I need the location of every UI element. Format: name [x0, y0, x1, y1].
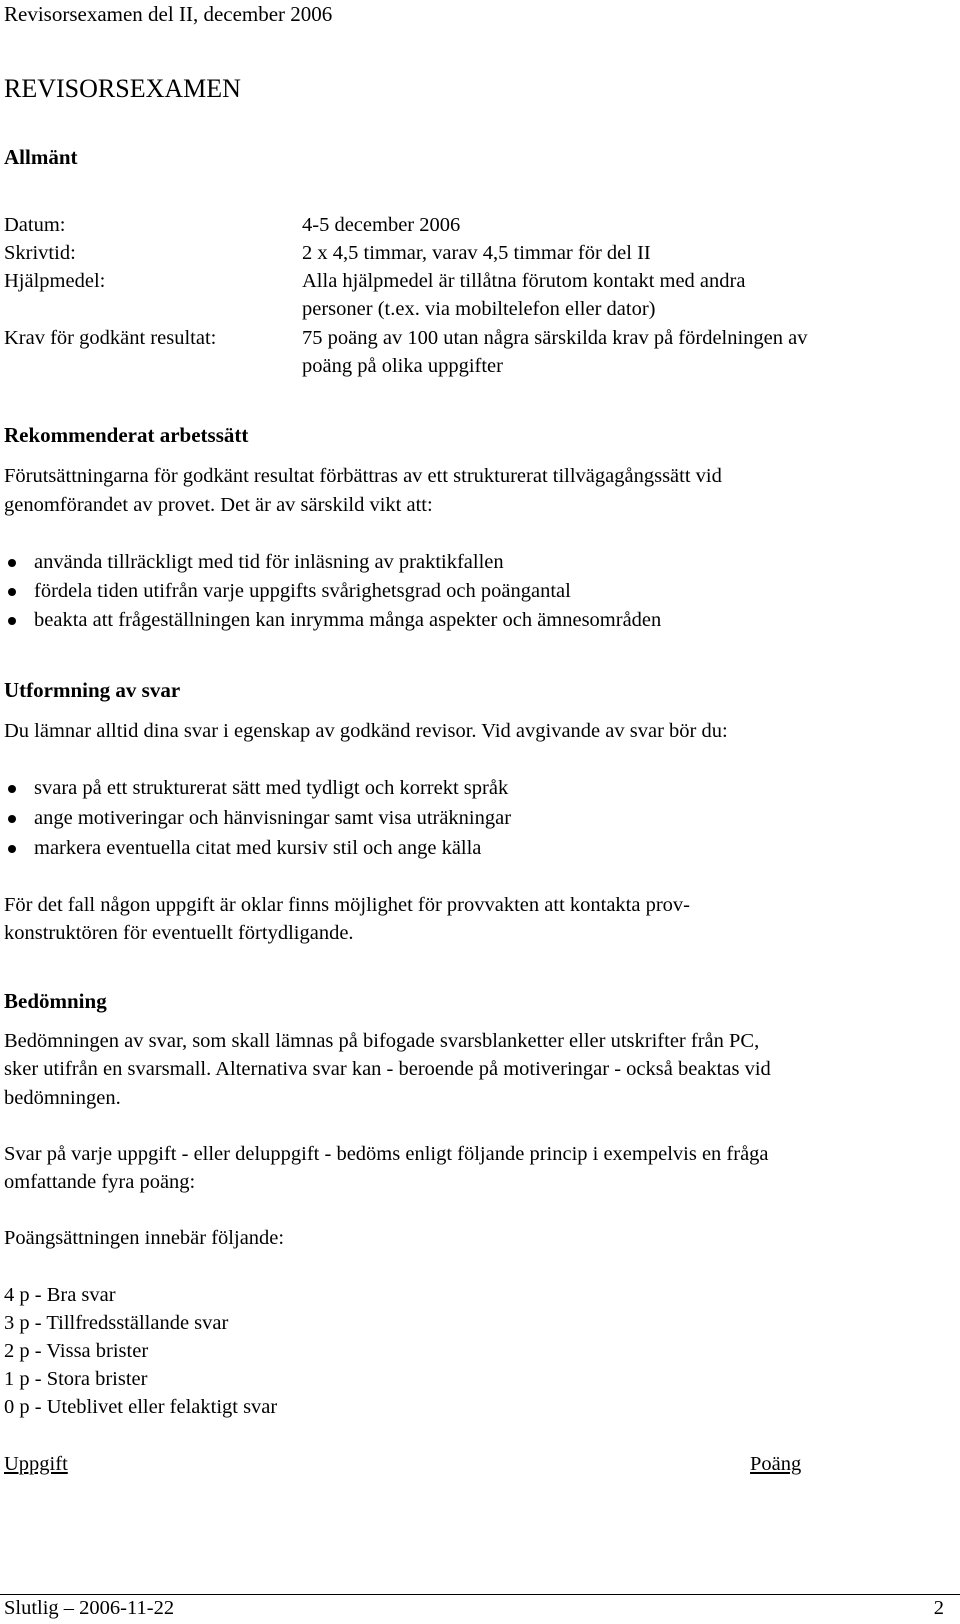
list-item	[4, 608, 904, 634]
running-header: Revisorsexamen del II, december 2006	[4, 2, 333, 26]
bedomning-para2-line-2: omfattande fyra poäng:	[4, 1171, 196, 1193]
list-item	[4, 776, 904, 802]
bullet-icon	[8, 559, 16, 567]
list-item-text: svara på ett strukturerat sätt med tydligt och korrekt språk	[34, 777, 509, 799]
scale-item: 4 p - Bra svar	[4, 1284, 116, 1306]
list-item-text: ange motiveringar och hänvisningar samt visa uträkningar	[34, 807, 512, 829]
info-value-datum: 4-5 december 2006	[302, 214, 461, 236]
utformning-closing-line-2: konstruktören för eventuellt förtydligande.	[4, 922, 354, 944]
bullet-icon	[8, 845, 16, 853]
utformning-closing-line-1: För det fall någon uppgift är oklar finns möjlighet för provvakten att kontakta prov-	[4, 894, 691, 916]
bedomning-para1-line-3: bedömningen.	[4, 1087, 121, 1109]
bullet-icon	[8, 785, 16, 793]
table-header-points: Poäng	[750, 1453, 802, 1475]
bullet-icon	[8, 617, 16, 625]
info-value-hjalpmedel-line-1: Alla hjälpmedel är tillåtna förutom kontakt med andra	[302, 270, 746, 292]
scale-item: 0 p - Uteblivet eller felaktigt svar	[4, 1396, 278, 1418]
utformning-intro: Du lämnar alltid dina svar i egenskap av godkänd revisor. Vid avgivande av svar bör du:	[4, 720, 728, 742]
info-label-krav: Krav för godkänt resultat:	[4, 327, 217, 349]
scale-item: 3 p - Tillfredsställande svar	[4, 1312, 229, 1334]
scale-item: 1 p - Stora brister	[4, 1368, 148, 1390]
info-value-krav-line-2: poäng på olika uppgifter	[302, 355, 503, 377]
heading-arbetssatt: Rekommenderat arbetssätt	[4, 423, 249, 447]
footer-version: Slutlig – 2006-11-22	[4, 1597, 175, 1619]
scale-intro: Poängsättningen innebär följande:	[4, 1227, 285, 1249]
table-header-task: Uppgift	[4, 1453, 68, 1475]
list-item	[4, 550, 904, 576]
list-item-text: fördela tiden utifrån varje uppgifts svårighetsgrad och poängantal	[34, 580, 571, 602]
bedomning-para1-line-1: Bedömningen av svar, som skall lämnas på bifogade svarsblanketter eller utskrifter från PC,	[4, 1030, 760, 1052]
document-title: REVISORSEXAMEN	[4, 74, 241, 103]
bullet-icon	[8, 815, 16, 823]
list-item	[4, 836, 904, 862]
info-label-hjalpmedel: Hjälpmedel:	[4, 270, 106, 292]
info-value-krav-line-1: 75 poäng av 100 utan några särskilda krav på fördelningen av	[302, 327, 808, 349]
list-item	[4, 806, 904, 832]
bullet-icon	[8, 588, 16, 596]
arbetssatt-intro-line-2: genomförandet av provet. Det är av särskild vikt att:	[4, 494, 433, 516]
info-label-datum: Datum:	[4, 214, 66, 236]
heading-allmant: Allmänt	[4, 145, 78, 169]
list-item	[4, 579, 904, 605]
footer-divider	[0, 1594, 960, 1595]
bedomning-para2-line-1: Svar på varje uppgift - eller deluppgift - bedöms enligt följande princip i exempelvis en fråga	[4, 1143, 769, 1165]
heading-bedomning: Bedömning	[4, 989, 107, 1013]
bedomning-para1-line-2: sker utifrån en svarsmall. Alternativa svar kan - beroende på motiveringar - också beaktas vid	[4, 1058, 771, 1080]
heading-utformning: Utformning av svar	[4, 678, 181, 702]
info-label-skrivtid: Skrivtid:	[4, 242, 76, 264]
list-item-text: markera eventuella citat med kursiv stil och ange källa	[34, 837, 482, 859]
info-value-hjalpmedel-line-2: personer (t.ex. via mobiltelefon eller dator)	[302, 298, 656, 320]
list-item-text: använda tillräckligt med tid för inläsning av praktikfallen	[34, 551, 504, 573]
list-item-text: beakta att frågeställningen kan inrymma många aspekter och ämnesområden	[34, 609, 662, 631]
scale-item: 2 p - Vissa brister	[4, 1340, 149, 1362]
page-number: 2	[933, 1597, 944, 1619]
arbetssatt-intro-line-1: Förutsättningarna för godkänt resultat förbättras av ett strukturerat tillvägagångssätt vid	[4, 465, 722, 487]
info-value-skrivtid: 2 x 4,5 timmar, varav 4,5 timmar för del II	[302, 242, 651, 264]
